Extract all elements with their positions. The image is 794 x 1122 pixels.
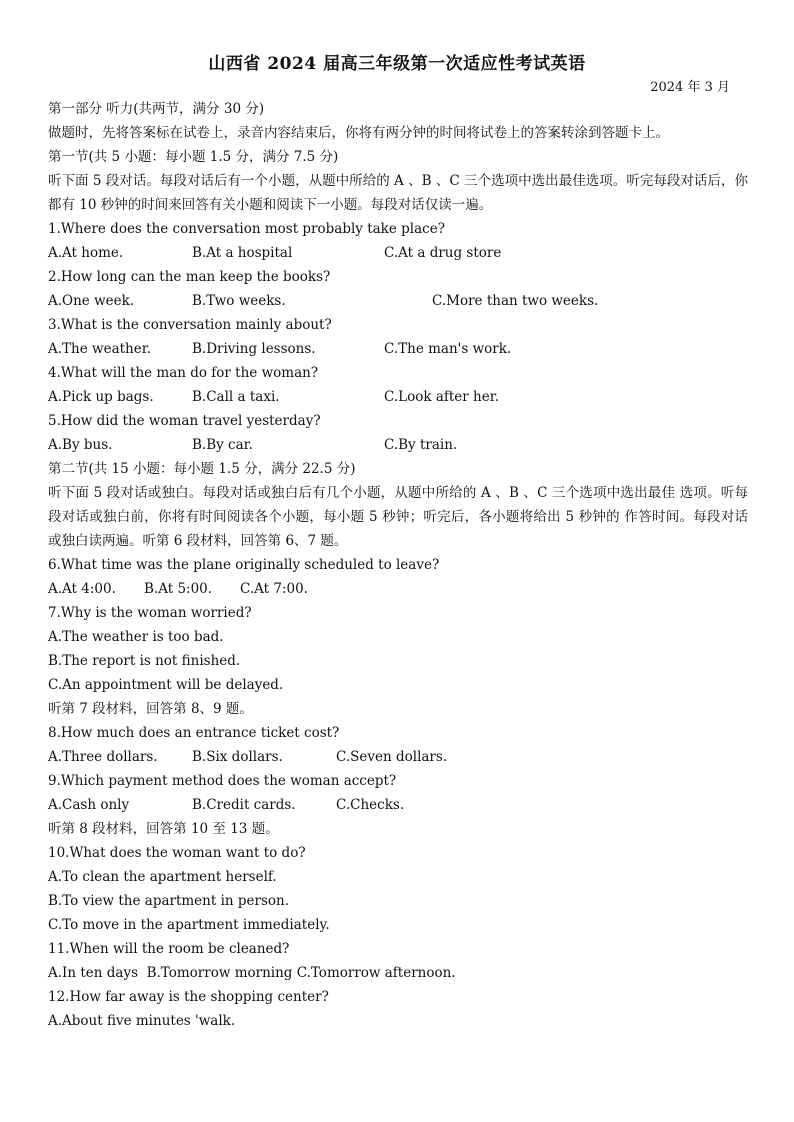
option-c: C.Seven dollars.	[336, 749, 448, 765]
option-a: A.Pick up bags.	[48, 389, 154, 405]
option-a: A.To clean the apartment herself.	[48, 869, 277, 885]
option-b: B.Two weeks.	[192, 293, 286, 309]
option-a: A.Three dollars.	[48, 749, 158, 765]
question-text: 2.How long can the man keep the books?	[48, 269, 331, 285]
options-row	[48, 241, 748, 265]
option-a: A.By bus.	[48, 437, 113, 453]
question-text: 8.How much does an entrance ticket cost?	[48, 725, 340, 741]
option-c: C.By train.	[384, 437, 458, 453]
option-a: A.At home.	[48, 245, 124, 261]
option-a: A.Cash only	[48, 797, 130, 813]
material-note: 听第 8 段材料，回答第 10 至 13 题。	[48, 821, 279, 837]
part1-instructions: 做题时，先将答案标在试卷上，录音内容结束后，你将有两分钟的时间将试卷上的答案转涂到答题卡上。	[48, 125, 669, 141]
option-c: C.Checks.	[336, 797, 405, 813]
option-a: A.About five minutes 'walk.	[48, 1013, 236, 1029]
option-a: A.The weather is too bad.	[48, 629, 224, 645]
option-b: B.Call a taxi.	[192, 389, 280, 405]
options-row	[48, 577, 748, 601]
options-row	[48, 745, 748, 769]
option-c: C.At a drug store	[384, 245, 502, 261]
question-text: 11.When will the room be cleaned?	[48, 941, 290, 957]
part1-heading: 第一部分 听力(共两节，满分 30 分)	[48, 101, 265, 117]
option-c: C.Look after her.	[384, 389, 499, 405]
section1-instructions: 听下面 5 段对话。每段对话后有一个小题，从题中所给的 A 、B 、C 三个选项中选出最佳选项。听完每段对话后，你都有 10 秒钟的时间来回答有关小题和阅读下一小题。每段对话仅读一遍。	[48, 173, 748, 213]
question-text: 6.What time was the plane originally scheduled to leave?	[48, 557, 440, 573]
option-a: A.One week.	[48, 293, 135, 309]
question-text: 10.What does the woman want to do?	[48, 845, 306, 861]
options-row	[48, 793, 748, 817]
question-text: 4.What will the man do for the woman?	[48, 365, 319, 381]
options-row	[48, 385, 748, 409]
option-c: C.An appointment will be delayed.	[48, 677, 284, 693]
question-text: 3.What is the conversation mainly about?	[48, 317, 332, 333]
question-text: 1.Where does the conversation most probably take place?	[48, 221, 445, 237]
question-text: 12.How far away is the shopping center?	[48, 989, 329, 1005]
page-title: 山西省 2024 届高三年级第一次适应性考试英语	[208, 54, 586, 74]
option-c: C.To move in the apartment immediately.	[48, 917, 330, 933]
section2-heading: 第二节(共 15 小题：每小题 1.5 分，满分 22.5 分)	[48, 461, 356, 477]
options-row	[48, 433, 748, 457]
options-row	[48, 337, 748, 361]
option-c: C.At 7:00.	[240, 581, 308, 597]
option-b: B.At 5:00.	[144, 581, 213, 597]
section2-instructions: 听下面 5 段对话或独白。每段对话或独白后有几个小题，从题中所给的 A 、B 、C 三个选项中选出最佳 选项。听每段对话或独白前，你将有时间阅读各个小题，每小题 5 秒钟；听完后，各小题将给出 5 秒钟的 作答时间。每段对话或独白读两遍。听第 6 段材料，回答第 6、7 题。	[48, 485, 748, 549]
option-b: B.Driving lessons.	[192, 341, 316, 357]
question-text: 9.Which payment method does the woman accept?	[48, 773, 397, 789]
option-b: B.The report is not finished.	[48, 653, 241, 669]
option-c: C.More than two weeks.	[432, 293, 599, 309]
option-b: B.At a hospital	[192, 245, 293, 261]
options-row	[48, 289, 748, 313]
section1-heading: 第一节(共 5 小题：每小题 1.5 分，满分 7.5 分)	[48, 149, 339, 165]
question-text: 7.Why is the woman worried?	[48, 605, 252, 621]
options-row: A.In ten days B.Tomorrow morning C.Tomorrow afternoon.	[48, 965, 456, 981]
option-b: B.Six dollars.	[192, 749, 283, 765]
exam-content	[48, 97, 748, 1033]
material-note: 听第 7 段材料，回答第 8、9 题。	[48, 701, 253, 717]
option-a: A.The weather.	[48, 341, 151, 357]
exam-date: 2024 年 3 月	[650, 80, 730, 95]
question-text: 5.How did the woman travel yesterday?	[48, 413, 321, 429]
option-c: C.The man's work.	[384, 341, 512, 357]
option-b: B.Credit cards.	[192, 797, 296, 813]
option-b: B.By car.	[192, 437, 253, 453]
option-b: B.To view the apartment in person.	[48, 893, 290, 909]
option-a: A.At 4:00.	[48, 581, 116, 597]
